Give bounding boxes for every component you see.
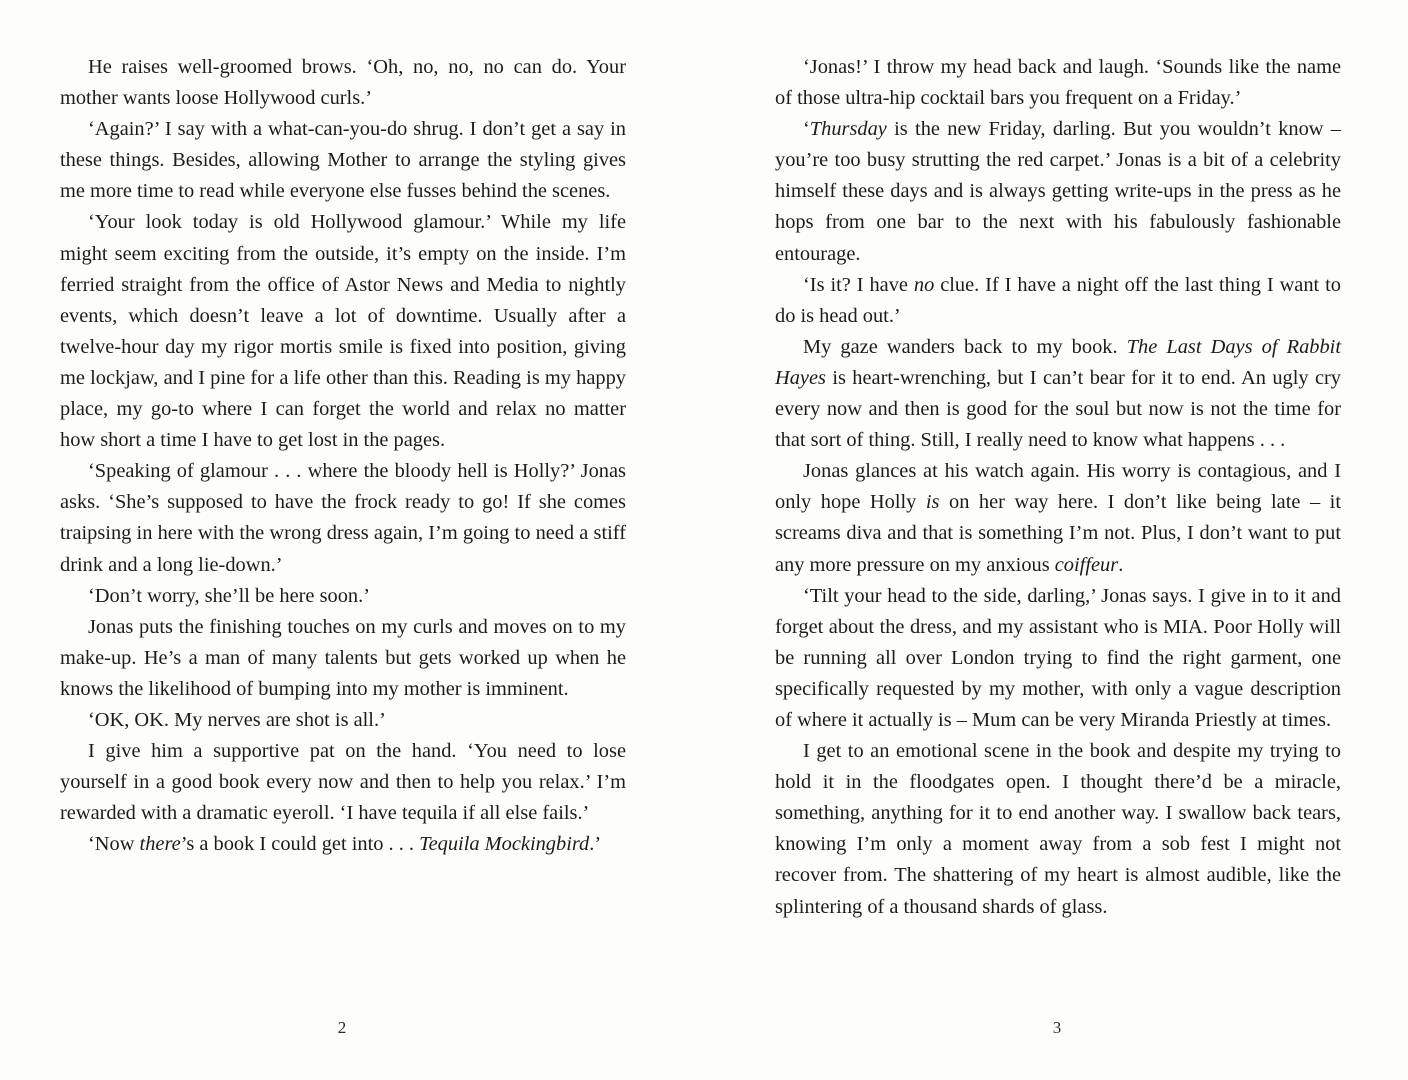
paragraph: ‘Again?’ I say with a what-can-you-do shrug. I don’t get a say in these things. Besides, allowing Mother to arrange the styling gives me more time to read while everyone else fusses behind the scenes. [60,118,626,203]
italic-text: Tequila Mockingbird [419,833,590,856]
text-run: . [1118,553,1124,576]
paragraph: ‘Jonas!’ I throw my head back and laugh. ‘Sounds like the name of those ultra-hip cocktail bars you frequent on a Friday.’ [775,56,1341,110]
paragraph [60,829,626,860]
paragraph: ‘Tilt your head to the side, darling,’ Jonas says. I give in to it and forget about the dress, and my assistant who is MIA. Poor Holly will be running all over London trying to find the right garment, one specifically requested by my mother, with only a vague description of where it actually is – Mum can be very Miranda Priestly at times. [775,584,1341,731]
right-page [775,52,1341,992]
paragraph: Jonas puts the finishing touches on my curls and moves on to my make-up. He’s a man of many talents but gets worked up when he knows the likelihood of bumping into my mother is imminent. [60,615,626,700]
italic-text: is [925,491,940,514]
italic-text: The Last Days of Rabbit Hayes [775,335,1341,389]
paragraph [775,456,1341,580]
text-run: My gaze wanders back to my book. [803,335,1127,358]
italic-text: coiffeur [1054,553,1119,576]
left-page [60,52,626,992]
paragraph: I get to an emotional scene in the book and despite my trying to hold it in the floodgates open. I thought there’d be a miracle, something, anything for it to end another way. I swallow back tears, knowing I’m only a moment away from a sob fest I might not recover from. The shattering of my heart is almost audible, like the splintering of a thousand shards of glass. [775,740,1341,918]
paragraph: ‘Speaking of glamour . . . where the bloody hell is Holly?’ Jonas asks. ‘She’s supposed to have the frock ready to go! If she comes traipsing in here with the wrong dress again, I’m going to need a stiff drink and a long lie-down.’ [60,460,626,576]
paragraph: I give him a supportive pat on the hand. ‘You need to lose yourself in a good book every now and then to help you relax.’ I’m rewarded with a dramatic eyeroll. ‘I have tequila if all else fails.’ [60,740,626,825]
text-run: ‘Now [88,833,140,856]
text-run: .’ [589,833,602,856]
text-run: Jonas glances at his watch again. His worry is contagious, and I only hope Holly [775,460,1341,514]
text-run: ’s a book I could get into . . . [180,833,420,856]
paragraph [775,270,1341,332]
page-number: 3 [1052,1018,1062,1037]
italic-text: Thursday [809,118,887,141]
text-run: ‘Is it? I have [803,273,914,296]
text-run: is the new Friday, darling. But you wouldn’t know – you’re too busy strutting the red carpet.’ Jonas is a bit of a celebrity himself these days and is always getting write-ups in the press as he hops from one bar to the next with his fabulously fashionable entourage. [775,118,1341,265]
italic-text: there [139,833,181,856]
paragraph [775,114,1341,269]
paragraph [775,332,1341,456]
italic-text: no [913,273,935,296]
text-run: on her way here. I don’t like being late – it screams diva and that is something I’m not. Plus, I don’t want to put any more pressure on my anxious [775,491,1341,576]
page-number: 2 [337,1018,347,1037]
paragraph: He raises well-groomed brows. ‘Oh, no, no, no can do. Your mother wants loose Hollywood curls.’ [60,56,626,110]
paragraph: ‘Your look today is old Hollywood glamour.’ While my life might seem exciting from the outside, it’s empty on the inside. I’m ferried straight from the office of Astor News and Media to nightly events, which doesn’t leave a lot of downtime. Usually after a twelve-hour day my rigor mortis smile is fixed into position, giving me lockjaw, and I pine for a life other than this. Reading is my happy place, my go-to where I can forget the world and relax no matter how short a time I have to get lost in the pages. [60,211,626,452]
paragraph: ‘Don’t worry, she’ll be here soon.’ [88,584,370,607]
text-run: ‘ [803,118,810,141]
text-run: is heart-wrenching, but I can’t bear for it to end. An ugly cry every now and then is good for the soul but now is not the time for that sort of thing. Still, I really need to know what happens . . . [775,366,1341,452]
paragraph: ‘OK, OK. My nerves are shot is all.’ [88,708,386,731]
text-run: clue. If I have a night off the last thing I want to do is head out.’ [775,273,1341,327]
